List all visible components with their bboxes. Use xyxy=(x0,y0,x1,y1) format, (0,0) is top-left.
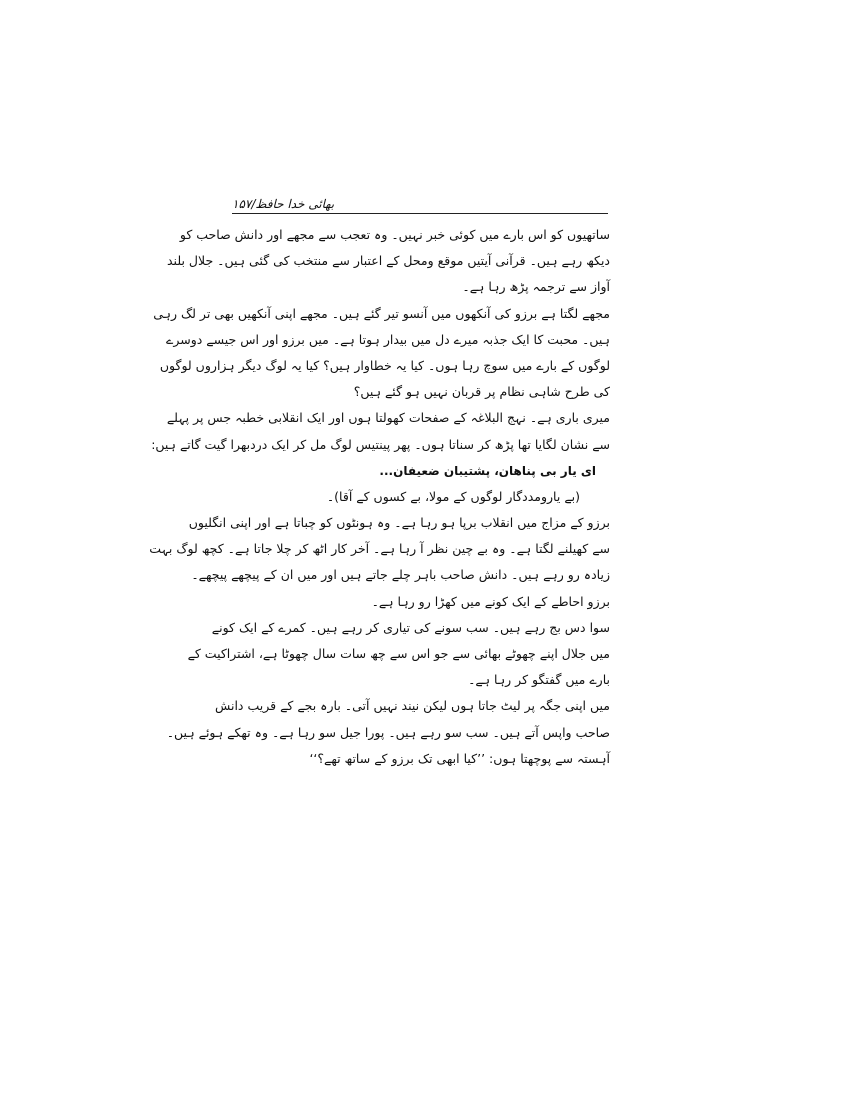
text-line: دیکھ رہے ہیں۔ قرآنی آیتیں موقع ومحل کے اعتبار سے منتخب کی گئی ہیں۔ جلال بلند xyxy=(166,253,610,269)
text-line: آواز سے ترجمہ پڑھ رہا ہے۔ xyxy=(462,279,610,295)
running-title: بھائی خدا حافظ/۱۵۷ xyxy=(232,197,335,211)
text-line: برزو کے مزاج میں انقلاب برپا ہو رہا ہے۔ وہ ہونٹوں کو چباتا ہے اور اپنی انگلیوں xyxy=(188,515,610,531)
text-line: ہیں۔ محبت کا ایک جذبہ میرے دل میں بیدار ہوتا ہے۔ میں برزو اور اس جیسے دوسرے xyxy=(166,331,610,347)
text-line: سے نشان لگایا تھا پڑھ کر سناتا ہوں۔ پھر پینتیس لوگ مل کر ایک دردبھرا گیت گاتے ہیں: xyxy=(151,436,610,452)
text-line: میں اپنی جگہ پر لیٹ جاتا ہوں لیکن نیند نہیں آتی۔ بارہ بجے کے قریب دانش xyxy=(215,698,610,714)
text-line: سے کھیلنے لگتا ہے۔ وہ بے چین نظر آ رہا ہے۔ آخر کار اٹھ کر چلا جاتا ہے۔ کچھ لوگ بہت xyxy=(149,541,610,557)
text-line: مجھے لگتا ہے برزو کی آنکھوں میں آنسو تیر گئے ہیں۔ مجھے اپنی آنکھیں بھی تر لگ رہی xyxy=(153,305,610,321)
text-line: صاحب واپس آتے ہیں۔ سب سو رہے ہیں۔ پورا جیل سو رہا ہے۔ وہ تھکے ہوئے ہیں۔ xyxy=(166,724,610,740)
persian-verse-line: ای یار بی پناهان، پشتیبان ضعیفان... xyxy=(379,463,596,478)
text-line: لوگوں کے بارے میں سوچ رہا ہوں۔ کیا یہ خطاوار ہیں؟ کیا یہ لوگ دیگر ہزاروں لوگوں xyxy=(159,357,610,373)
text-line: برزو احاطے کے ایک کونے میں کھڑا رو رہا ہے۔ xyxy=(371,593,610,609)
text-line: میری باری ہے۔ نہج البلاغہ کے صفحات کھولتا ہوں اور ایک انقلابی خطبہ جس پر پہلے xyxy=(166,410,610,426)
text-line: ساتھیوں کو اس بارے میں کوئی خبر نہیں۔ وہ تعجب سے مجھے اور دانش صاحب کو xyxy=(179,227,610,242)
verse-translation-line: (بے یارومددگار لوگوں کے مولا، بے کسوں کے آقا)۔ xyxy=(326,488,580,504)
text-line: زیادہ رو رہے ہیں۔ دانش صاحب باہر چلے جاتے ہیں اور میں ان کے پیچھے پیچھے۔ xyxy=(191,567,610,583)
text-line: کی طرح شاہی نظام پر قربان نہیں ہو گئے ہیں؟ xyxy=(353,384,610,400)
text-line: سوا دس بج رہے ہیں۔ سب سونے کی تیاری کر رہے ہیں۔ کمرے کے ایک کونے xyxy=(211,619,610,635)
text-line: آہستہ سے پوچھتا ہوں: ’’کیا ابھی تک برزو کے ساتھ تھے؟‘‘ xyxy=(309,750,610,766)
page-body xyxy=(149,222,610,772)
header-rule xyxy=(232,213,608,214)
text-line: بارے میں گفتگو کر رہا ہے۔ xyxy=(468,672,610,688)
text-line: میں جلال اپنے چھوٹے بھائی سے جو اس سے چھ سات سال چھوٹا ہے، اشتراکیت کے xyxy=(187,646,610,661)
page-header xyxy=(232,190,608,214)
